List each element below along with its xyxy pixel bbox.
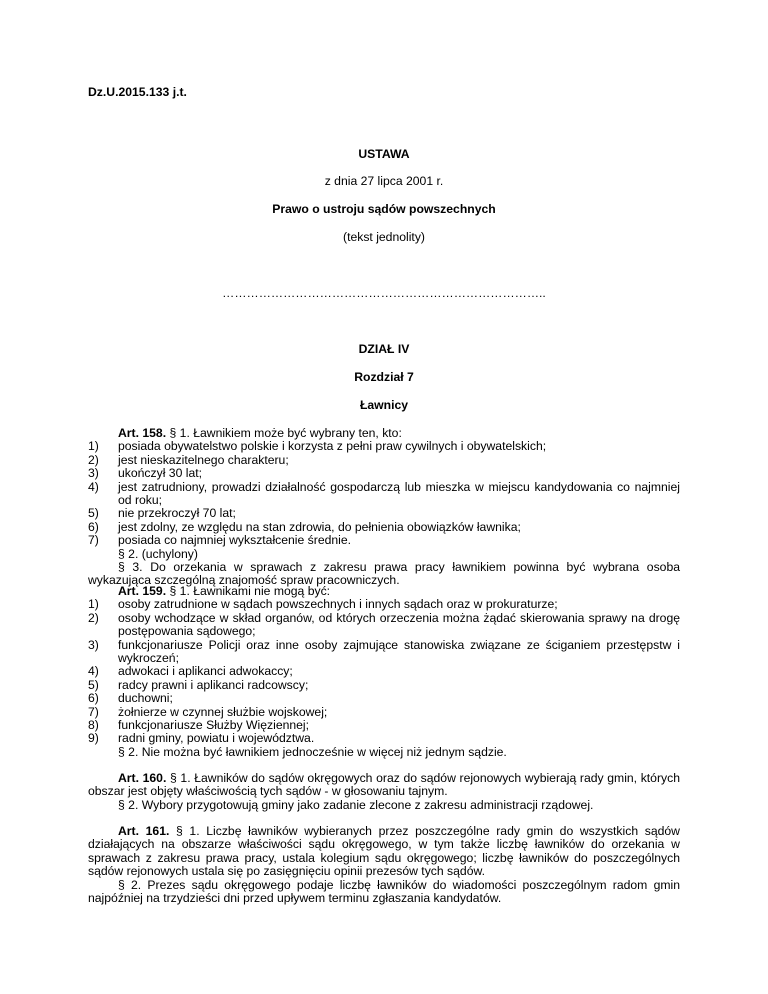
list-text: funkcjonariusze Policji oraz inne osoby zajmujące stanowiska związane ze ściganiem przestępstw i wykroczeń;: [118, 637, 680, 666]
list-item: [88, 481, 680, 508]
list-text: radni gminy, powiatu i województwa.: [118, 731, 315, 746]
list-item: [88, 639, 680, 666]
article-text: § 1. Ławnikiem może być wybrany ten, kto:: [166, 426, 402, 440]
article-159: [88, 585, 680, 759]
division-heading: DZIAŁ IV: [358, 342, 410, 356]
article-text: § 1. Ławników do sądów okręgowych oraz do sądów rejonowych wybierają rady gmin, których obszar jest objęty właściwością tych sądów - w głosowaniu tajnym.: [88, 771, 680, 799]
article-160-p1: [88, 772, 680, 799]
paragraph-2: § 2. Wybory przygotowują gminy jako zadanie zlecone z zakresu administracji rządowej.: [118, 797, 594, 812]
list-number: 2): [88, 452, 99, 467]
article-label: Art. 160.: [118, 771, 167, 785]
list-number: 3): [88, 466, 99, 481]
list-text: nie przekroczył 70 lat;: [118, 506, 236, 521]
list-text: adwokaci i aplikanci adwokaccy;: [118, 664, 293, 679]
list-item: [88, 440, 680, 453]
paragraph-3: § 3. Do orzekania w sprawach z zakresu prawa pracy ławnikiem powinna być wybrana osoba wykazująca szczególną znajomość spraw pracowniczych.: [88, 560, 680, 588]
article-text: § 1. Ławnikami nie mogą być:: [166, 584, 331, 598]
list-text: posiada obywatelstwo polskie i korzysta z pełni praw cywilnych i obywatelskich;: [118, 439, 547, 454]
list-number: 7): [88, 533, 99, 548]
list-text: osoby zatrudnione w sądach powszechnych i innych sądach oraz w prokuraturze;: [118, 597, 558, 612]
list-item: [88, 454, 680, 467]
list-number: 5): [88, 677, 99, 692]
list-number: 7): [88, 704, 99, 719]
list-item: [88, 598, 680, 611]
paragraph-2: § 2. Nie można być ławnikiem jednocześnie w więcej niż jednym sądzie.: [118, 744, 507, 759]
list-text: żołnierze w czynnej służbie wojskowej;: [118, 704, 328, 719]
list-item: [88, 612, 680, 639]
list-number: 4): [88, 479, 99, 494]
list-item: [88, 521, 680, 534]
list-number: 1): [88, 439, 99, 454]
consolidated-note: (tekst jednolity): [343, 230, 425, 244]
article-label: Art. 161.: [118, 824, 170, 838]
chapter-title: Ławnicy: [359, 398, 409, 412]
paragraph-2: § 2. Prezes sądu okręgowego podaje liczbę ławników do wiadomości poszczególnym radom gmin najpóźniej na trzydzieści dni przed upływem terminu zgłaszania kandydatów.: [88, 877, 680, 906]
article-159-intro: [88, 585, 680, 598]
article-160: [88, 772, 680, 812]
list-number: 4): [88, 664, 99, 679]
list-item: [88, 665, 680, 678]
article-label: Art. 158.: [118, 426, 167, 440]
list-text: jest nieskazitelnego charakteru;: [118, 452, 289, 467]
list-text: osoby wchodzące w skład organów, od których orzeczenia można żądać skierowania sprawy na drogę postępowania sądowego;: [118, 610, 680, 639]
list-number: 8): [88, 718, 99, 733]
list-number: 5): [88, 506, 99, 521]
list-item: [88, 732, 680, 745]
list-item: [88, 534, 680, 547]
list-text: duchowni;: [118, 691, 173, 706]
article-text: § 1. Liczbę ławników wybieranych przez poszczególne rady gmin do wszystkich sądów działających na obszarze właściwości sądu okręgowego, w tym także liczbę ławników do orzekania w sprawach z zakresu prawa pracy, ustala kolegium sądu okręgowego; liczbę ławników do poszczególnych sądów rejonowych ustala się po zasięgnięciu opinii prezesów tych sądów.: [88, 824, 680, 879]
list-text: ukończył 30 lat;: [118, 466, 203, 481]
list-item: [88, 507, 680, 520]
article-158: [88, 427, 680, 588]
list-text: funkcjonariusze Służby Więziennej;: [118, 718, 310, 733]
list-text: jest zdolny, ze względu na stan zdrowia, do pełnienia obowiązków ławnika;: [118, 519, 521, 534]
act-date: z dnia 27 lipca 2001 r.: [324, 174, 444, 188]
act-type: USTAWA: [358, 147, 410, 161]
list-number: 3): [88, 637, 99, 652]
list-number: 1): [88, 597, 99, 612]
list-item: [88, 706, 680, 719]
chapter-heading: Rozdział 7: [354, 370, 414, 384]
paragraph-2: § 2. (uchylony): [118, 546, 198, 561]
list-number: 6): [88, 691, 99, 706]
list-item: [88, 719, 680, 732]
article-161: [88, 825, 680, 905]
article-158-intro: [88, 427, 680, 440]
journal-reference: Dz.U.2015.133 j.t.: [88, 85, 187, 99]
article-label: Art. 159.: [118, 584, 167, 598]
list-number: 6): [88, 519, 99, 534]
list-item: [88, 679, 680, 692]
act-title: Prawo o ustroju sądów powszechnych: [272, 202, 496, 216]
article-161-p1: [88, 825, 680, 879]
list-text: posiada co najmniej wykształcenie średnie.: [118, 533, 352, 548]
list-number: 2): [88, 610, 99, 625]
list-item: [88, 467, 680, 480]
list-text: jest zatrudniony, prowadzi działalność gospodarczą lub mieszka w miejscu kandydowania co najmniej od roku;: [118, 479, 680, 508]
list-number: 9): [88, 731, 99, 746]
separator-line: ……………………………………………………………………..: [222, 286, 546, 300]
list-item: [88, 692, 680, 705]
list-text: radcy prawni i aplikanci radcowscy;: [118, 677, 309, 692]
